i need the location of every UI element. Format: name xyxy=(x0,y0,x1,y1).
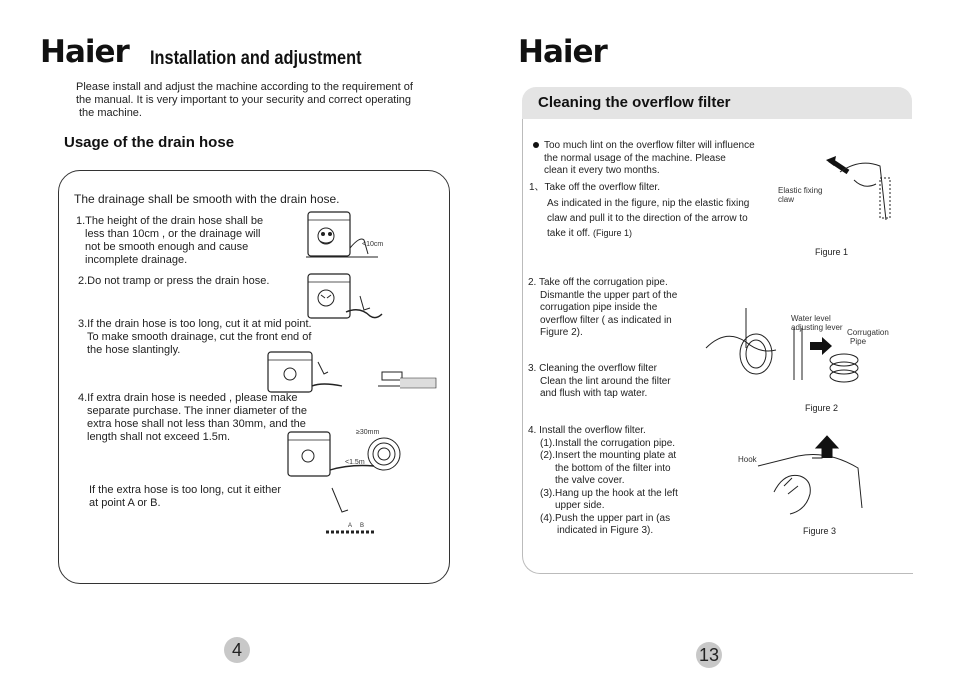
bullet-text xyxy=(544,140,794,178)
page-title: Installation and adjustment xyxy=(150,48,362,69)
step-line: (4).Push the upper part in (as xyxy=(540,512,671,524)
page-number-right: 13 xyxy=(696,642,722,668)
item-line: separate purchase. The inner diameter of the xyxy=(87,405,307,417)
figure-2-caption: Figure 2 xyxy=(805,403,839,413)
washer-height-illustration xyxy=(306,210,386,260)
step-line: Clean the lint around the filter xyxy=(540,375,671,387)
intro-line: Please install and adjust the machine according to the requirement of xyxy=(76,81,413,93)
haier-logo-right: Haier xyxy=(518,34,607,70)
step-line: overflow filter ( as indicated in xyxy=(540,314,672,326)
figure-3-illustration xyxy=(758,436,868,520)
bullet-line: the normal usage of the machine. Please xyxy=(544,152,726,164)
bullet-line: clean it every two months. xyxy=(544,165,660,176)
item-1 xyxy=(76,215,296,267)
scissors-hose-illustration xyxy=(322,484,378,540)
intro-text xyxy=(76,81,456,120)
item-line: 4.If extra drain hose is needed , please make xyxy=(78,392,298,404)
item-line: To make smooth drainage, cut the front end of xyxy=(87,331,312,343)
step-line: upper side. xyxy=(555,500,605,511)
step-1-body xyxy=(547,196,777,241)
corrugation-pipe-label xyxy=(847,328,889,346)
bullet-line: Too much lint on the overflow filter will influence xyxy=(544,140,755,151)
page-number-left: 4 xyxy=(224,637,250,663)
item-line: 3.If the drain hose is too long, cut it at mid point. xyxy=(78,318,312,330)
step-line: indicated in Figure 3). xyxy=(557,525,654,536)
label-line: Corrugation xyxy=(847,328,889,337)
item-line: less than 10cm , or the drainage will xyxy=(85,228,261,240)
note-line: at point A or B. xyxy=(89,497,161,509)
label-line: claw xyxy=(778,195,795,204)
hose-cut-illustration xyxy=(266,350,446,398)
step-2 xyxy=(528,277,703,340)
step-line: and flush with tap water. xyxy=(540,388,648,399)
label-line: adjusting lever xyxy=(791,323,843,332)
step-line: the bottom of the filter into xyxy=(555,462,671,474)
label-line: Elastic fixing xyxy=(778,186,823,195)
length-label: <1.5m xyxy=(345,459,365,466)
step-line: (1).Install the corrugation pipe. xyxy=(540,437,676,449)
step-1-title: 1、Take off the overflow filter. xyxy=(529,182,660,193)
diameter-label: ≥30mm xyxy=(356,429,380,436)
item-line: incomplete drainage. xyxy=(85,254,188,266)
elastic-claw-label xyxy=(778,186,822,204)
intro-line: the machine. xyxy=(79,107,142,119)
step-line: 3. Cleaning the overflow filter xyxy=(528,363,657,374)
step-line xyxy=(547,226,777,241)
section-heading-drain-hose: Usage of the drain hose xyxy=(64,134,235,151)
hook-label: Hook xyxy=(738,455,757,464)
height-label: <10cm xyxy=(362,241,384,248)
figure-2-illustration xyxy=(702,308,872,388)
step-line: corrugation pipe inside the xyxy=(540,302,658,313)
step-line-text: take it off. xyxy=(547,228,591,239)
section-heading-overflow-filter: Cleaning the overflow filter xyxy=(538,94,731,111)
intro-line: the manual. It is very important to your security and correct operating xyxy=(76,94,412,106)
bullet-icon xyxy=(533,142,539,148)
label-line: Pipe xyxy=(850,337,867,346)
step-line: Figure 2). xyxy=(540,327,583,338)
step-3 xyxy=(528,363,703,401)
panel-lead: The drainage shall be smooth with the drain hose. xyxy=(74,192,340,206)
water-level-lever-label xyxy=(791,314,843,332)
step-line: Dismantle the upper part of the xyxy=(540,289,678,301)
step-line: 4. Install the overflow filter. xyxy=(528,425,646,436)
step-line: claw and pull it to the direction of the arrow to xyxy=(547,213,748,224)
step-line: (2).Insert the mounting plate at xyxy=(540,450,677,461)
item-line: the hose slantingly. xyxy=(87,344,181,356)
item-line: 1.The height of the drain hose shall be xyxy=(76,215,264,227)
point-b-label: B xyxy=(360,523,365,529)
step-line: (3).Hang up the hook at the left xyxy=(540,487,678,499)
item-2: 2.Do not tramp or press the drain hose. xyxy=(78,275,270,287)
step-4 xyxy=(528,425,703,538)
figure-3-caption: Figure 3 xyxy=(803,526,837,536)
haier-logo-left: Haier xyxy=(40,34,129,70)
washer-tramp-illustration xyxy=(306,272,386,324)
step-line: the valve cover. xyxy=(555,475,625,486)
note-line: If the extra hose is too long, cut it either xyxy=(89,484,281,496)
item-line: extra hose shall not less than 30mm, and the xyxy=(87,418,306,430)
step-line: 2. Take off the corrugation pipe. xyxy=(528,277,668,288)
point-a-label: A xyxy=(348,523,353,529)
label-line: Water level xyxy=(791,314,831,323)
step-line: As indicated in the figure, nip the elastic fixing xyxy=(547,198,750,209)
extra-hose-illustration xyxy=(286,424,406,480)
item-line: not be smooth enough and cause xyxy=(85,241,249,253)
figure-1-caption: Figure 1 xyxy=(815,247,849,257)
cut-note xyxy=(89,484,329,510)
item-line: length shall not exceed 1.5m. xyxy=(87,431,231,443)
figure-1-reference: (Figure 1) xyxy=(592,228,632,238)
